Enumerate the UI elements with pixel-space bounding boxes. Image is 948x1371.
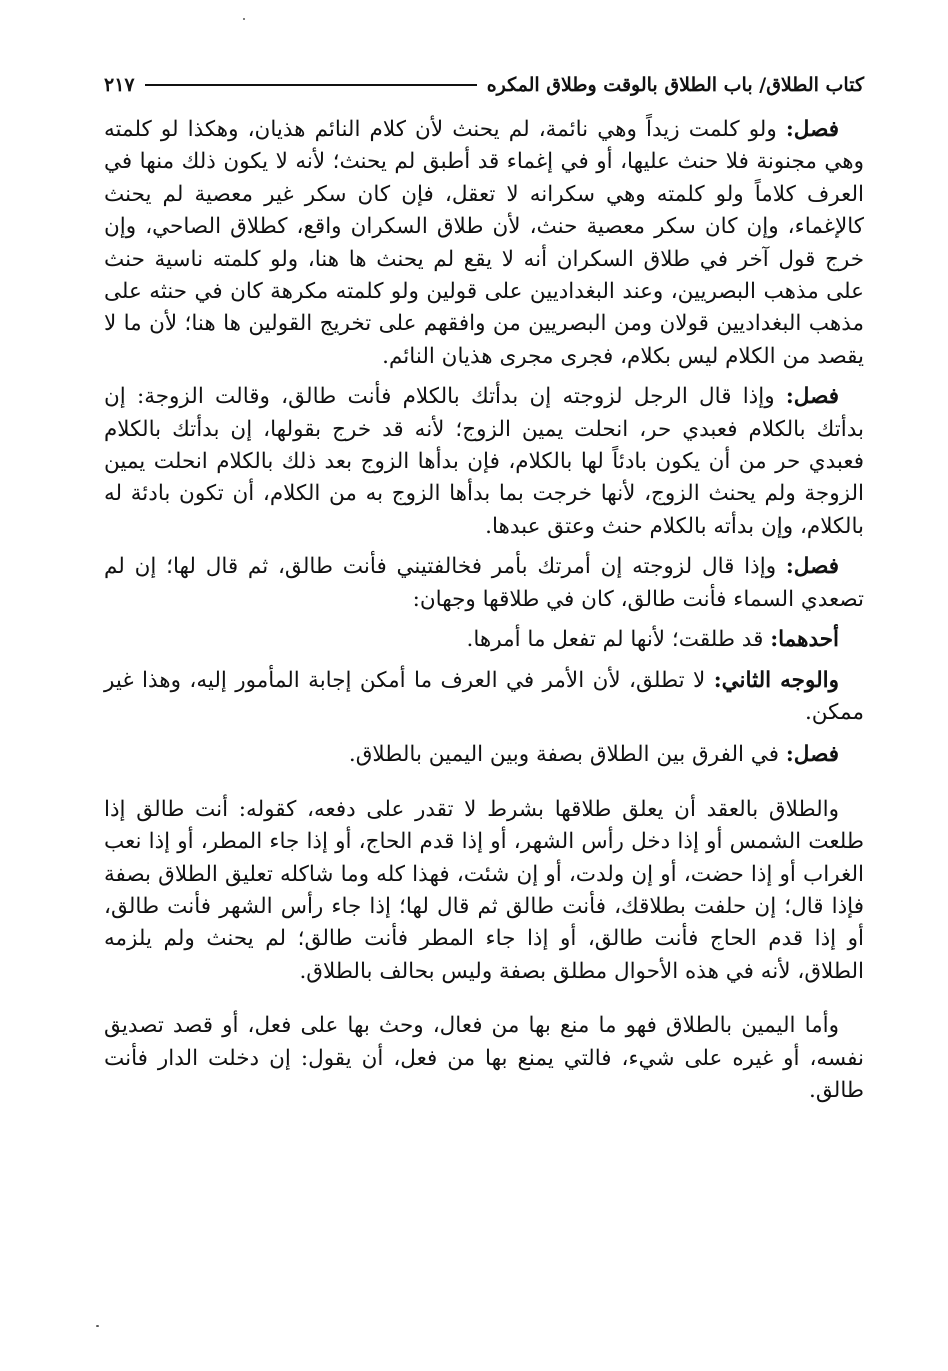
paragraph-text: وإذا قال لزوجته إن أمرتك بأمر فخالفتيني فأنت طالق، ثم قال لها؛ إن لم تصعدي السماء فأنت طالق، كان في طلاقها وجهان: — [104, 554, 864, 612]
section-label: فصل: — [785, 554, 839, 580]
paragraph-text: وإذا قال الرجل لزوجته إن بدأتك بالكلام فأنت طالق، وقالت الزوجة: إن بدأتك بالكلام فعبدي حر، انحلت يمين الزوج؛ لأنه قد خرج بقولها، إن بدأتك بالكلام فعبدي حر من أن يكون بادئاً لها بالكلام، فإن بدأها الزوج بعد ذلك بالكلام انحلت يمين الزوجة ولم يحنث الزوج، لأنها خرجت بما بدأها الزوج به من الكلام، أن تكون بادئة له بالكلام، وإن بدأته بالكلام حنث وعتق عبدها. — [104, 384, 864, 539]
section-label: والوجه الثاني: — [713, 667, 839, 693]
section-label: فصل: — [785, 742, 839, 768]
paragraph-7 — [104, 794, 864, 988]
paragraph-text: ولو كلمت زيداً وهي نائمة، لم يحنث لأن كلام النائم هذيان، وهكذا لو كلمته وهي مجنونة فلا حنث عليها، أو في إغماء قد أطبق لم يحنث؛ لأنه لا يكون ذلك منها في العرف كلاماً ولو كلمته وهي سكرانه لا تعقل، فإن كان سكر غير معصية لم يحنث كالإغماء، وإن كان سكر معصية حنث، لأن طلاق السكران واقع، كطلاق الصاحي، وإن خرج قول آخر في طلاق السكران أنه لا يقع لم يحنث ها هنا، ولو كلمته ناسية حنث على مذهب البصريين، وعند البغداديين على قولين ولو كلمته مكرهة كان في حنثه على مذهب البغداديين قولان ومن البصريين من وافقهم على تخريج القولين ها هنا؛ لأن ما لا يقصد من الكلام ليس بكلام، فجرى مجرى هذيان النائم. — [104, 117, 864, 369]
paragraph-text: وأما اليمين بالطلاق فهو ما منع بها من فعال، وحث بها على فعل، أو قصد تصديق نفسه، أو غيره على شيء، فالتي يمنع بها من فعل، أن يقول: إن دخلت الدار فأنت طالق. — [104, 1013, 864, 1103]
paragraph-6 — [104, 739, 864, 771]
running-title: كتاب الطلاق/ باب الطلاق بالوقت وطلاق المكره — [486, 74, 864, 96]
paragraph-2 — [104, 381, 864, 543]
section-label: أحدهما: — [770, 627, 839, 653]
section-label: فصل: — [785, 117, 839, 142]
paragraph-1 — [104, 114, 864, 373]
paragraph-text: في الفرق بين الطلاق بصفة وبين اليمين بالطلاق. — [348, 742, 786, 768]
paragraph-text: قد طلقت؛ لأنها لم تفعل ما أمرها. — [466, 627, 771, 653]
header-rule — [145, 84, 477, 86]
paragraph-4 — [104, 624, 864, 656]
book-page — [104, 68, 864, 1107]
paragraph-8 — [104, 1010, 864, 1107]
paragraph-5 — [104, 665, 864, 730]
paragraph-3 — [104, 551, 864, 616]
paragraph-text: لا تطلق، لأن الأمر في العرف ما أمكن إجابة المأمور إليه، وهذا غير ممكن. — [104, 667, 864, 725]
scan-speck — [243, 18, 245, 20]
running-header — [104, 68, 864, 102]
section-label: فصل: — [785, 384, 839, 410]
scan-speck — [96, 1325, 99, 1327]
page-number: ٢١٧ — [104, 74, 135, 96]
paragraph-text: والطلاق بالعقد أن يعلق طلاقها بشرط لا تقدر على دفعه، كقوله: أنت طالق إذا طلعت الشمس أو إذا دخل رأس الشهر، أو إذا قدم الحاج، أو إذا جاء المطر، أو إذا نعب الغراب أو إذا حضت، أو إن ولدت، أو إن شئت، فهذا كله وما شاكله تعليق الطلاق بصفة فإذا قال؛ إن حلفت بطلاقك، فأنت طالق ثم قال لها؛ إذا جاء رأس الشهر فأنت طالق، أو إذا قدم الحاج فأنت طالق، أو إذا جاء المطر فأنت طالق؛ لم يحنث ولم يلزمه الطلاق، لأنه في هذه الأحوال مطلق بصفة وليس بحالف بالطلاق. — [104, 796, 864, 984]
